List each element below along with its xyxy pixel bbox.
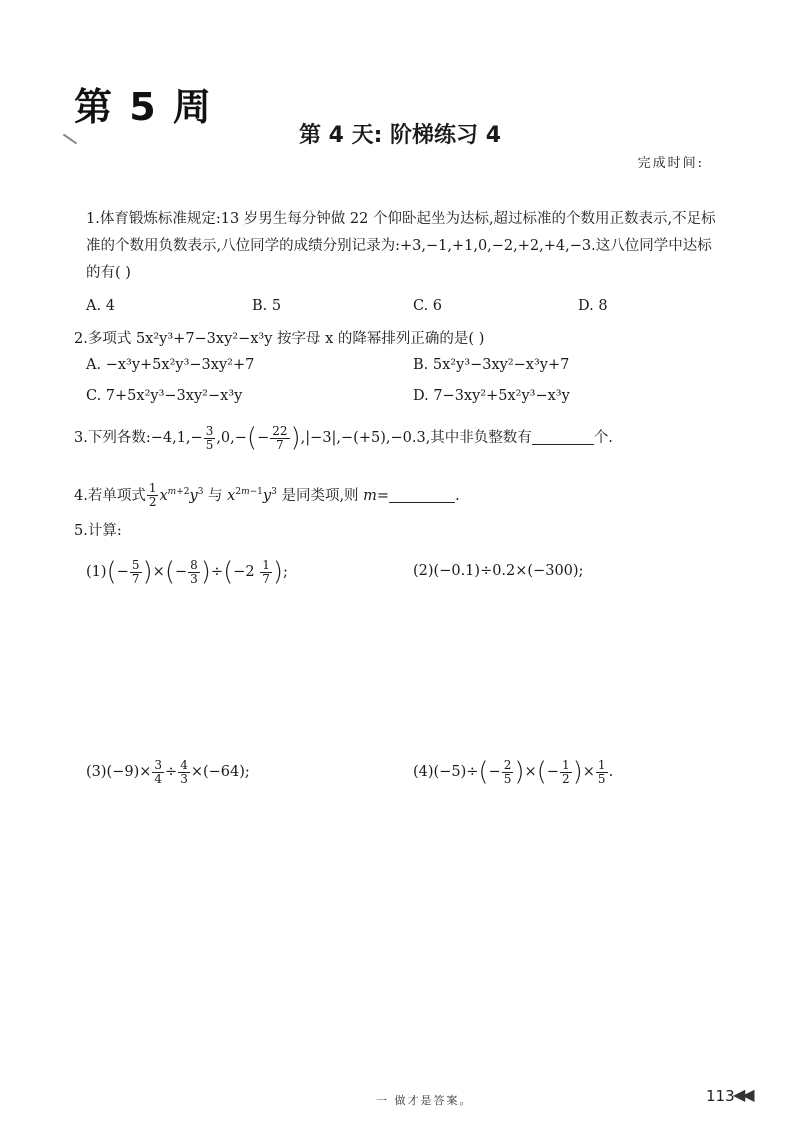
q4-mid-2: 是同类项,则 xyxy=(281,487,359,504)
q1-option-c: C. 6 xyxy=(413,298,443,314)
q3-fraction-1 xyxy=(204,425,216,452)
q5-part-4: (4)(−5)÷(− $\frac{2}{5}$ )×(− $\frac{1}{2}$ )× $\frac{1}{5}$ . xyxy=(413,757,614,787)
q4-fraction-den: 2 xyxy=(148,495,157,510)
q5-p3-suffix: ×(−64); xyxy=(190,764,250,780)
completion-time-label: 完成时间: xyxy=(637,156,704,171)
question-5-label: 5.计算: xyxy=(74,523,122,539)
day-title: 第 4 天: 阶梯练习 4 xyxy=(298,123,502,148)
q3-fraction-2 xyxy=(270,425,289,452)
q5-p4-prefix: (4)(−5)÷ xyxy=(413,764,479,780)
q3-fraction-1-den: 5 xyxy=(205,437,214,452)
left-paren: ( xyxy=(246,423,258,453)
q1-option-d: D. 8 xyxy=(578,298,608,314)
q5-p3-fraction-b: $\frac{4}{3}$ xyxy=(180,757,188,786)
q3-fraction-1-num: 3 xyxy=(205,423,214,438)
question-3: 3.下列各数:−4,1,− $\frac{3}{5}$ ,0,−(− $\frac{22}{7}$ ),|−3|,−(+5),−0.3,其中非负整数有 个. xyxy=(74,423,613,453)
q4-end: . xyxy=(455,487,460,504)
q4-fraction xyxy=(147,482,159,509)
q4-prefix: 4.若单项式 xyxy=(74,487,146,504)
week-title: 第 5 周 xyxy=(74,85,213,129)
q5-p1-fraction-c: $\frac{1}{7}$ xyxy=(262,557,270,586)
question-1-text: 1.体育锻炼标准规定:13 岁男生每分钟做 22 个仰卧起坐为达标,超过标准的个数用正数表示,不足标准的个数用负数表示,八位同学的成绩分别记录为:+3,−1,+1,0,−2,+2,+4,−3.这八位同学中达标的有( ) xyxy=(86,211,716,281)
right-paren: ) xyxy=(290,423,301,453)
q3-fraction-2-num: 22 xyxy=(272,423,288,438)
q3-mid-1: ,0,− xyxy=(216,430,247,446)
question-2-stem: 2.多项式 5x²y³+7−3xy²−x³y 按字母 x 的降幂排列正确的是( ) xyxy=(74,331,485,347)
q4-equals: = xyxy=(376,487,390,504)
q2-option-b: B. 5x²y³−3xy²−x³y+7 xyxy=(413,357,570,373)
question-1 xyxy=(86,206,716,287)
q2-option-c: C. 7+5x²y³−3xy²−x³y xyxy=(86,388,243,404)
page-number: 113 xyxy=(706,1087,735,1105)
q4-fraction-num: 1 xyxy=(148,481,157,496)
q5-part-1: (1)(− $\frac{5}{7}$ )×(− $\frac{8}{3}$ )÷(−2 $\frac{1}{7}$ ); xyxy=(86,557,288,587)
q3-fraction-2-den: 7 xyxy=(276,437,284,452)
q5-p4-fraction-a: $\frac{2}{5}$ xyxy=(503,757,512,786)
q5-p3-prefix: (3)(−9)× xyxy=(86,764,152,780)
q3-answer-blank[interactable] xyxy=(532,428,594,445)
q2-option-a: A. −x³y+5x²y³−3xy²+7 xyxy=(86,357,255,373)
q3-mid-2: ,|−3|,−(+5),−0.3,其中非负整数有 xyxy=(300,430,532,446)
q1-option-a: A. 4 xyxy=(86,298,115,314)
double-arrow-left-icon: ◀◀ xyxy=(733,1085,752,1104)
q5-p4-fraction-b: $\frac{1}{2}$ xyxy=(561,757,570,786)
question-4: 4.若单项式 $\frac{1}{2}$ $x^{m+2}y^3$ 与 $x^{2m-1}y^3$ 是同类项,则 m= . xyxy=(74,481,460,510)
q5-part-1-label: (1) xyxy=(86,564,107,580)
q5-p4-fraction-c: $\frac{1}{5}$ xyxy=(597,757,606,786)
q3-prefix: 3.下列各数:−4,1,− xyxy=(74,430,203,446)
q5-p1-fraction-a: $\frac{5}{7}$ xyxy=(131,557,140,586)
q5-p1-fraction-b: $\frac{8}{3}$ xyxy=(190,557,198,586)
q4-mid: 与 xyxy=(208,487,223,504)
q3-suffix: 个. xyxy=(593,430,613,446)
q2-option-d: D. 7−3xy²+5x²y³−x³y xyxy=(413,388,570,404)
q5-part-2: (2)(−0.1)÷0.2×(−300); xyxy=(413,563,584,579)
q4-answer-blank[interactable] xyxy=(389,486,455,503)
q5-p3-fraction-a: $\frac{3}{4}$ xyxy=(154,757,163,786)
q5-p1-whole: 2 xyxy=(245,564,255,580)
q5-part-3: (3)(−9)× $\frac{3}{4}$ ÷ $\frac{4}{3}$ ×(−64); xyxy=(86,757,250,786)
q1-option-b: B. 5 xyxy=(252,298,282,314)
q4-variable: m xyxy=(363,487,377,504)
footer-motto: 一 做才是答案。 xyxy=(376,1094,473,1107)
